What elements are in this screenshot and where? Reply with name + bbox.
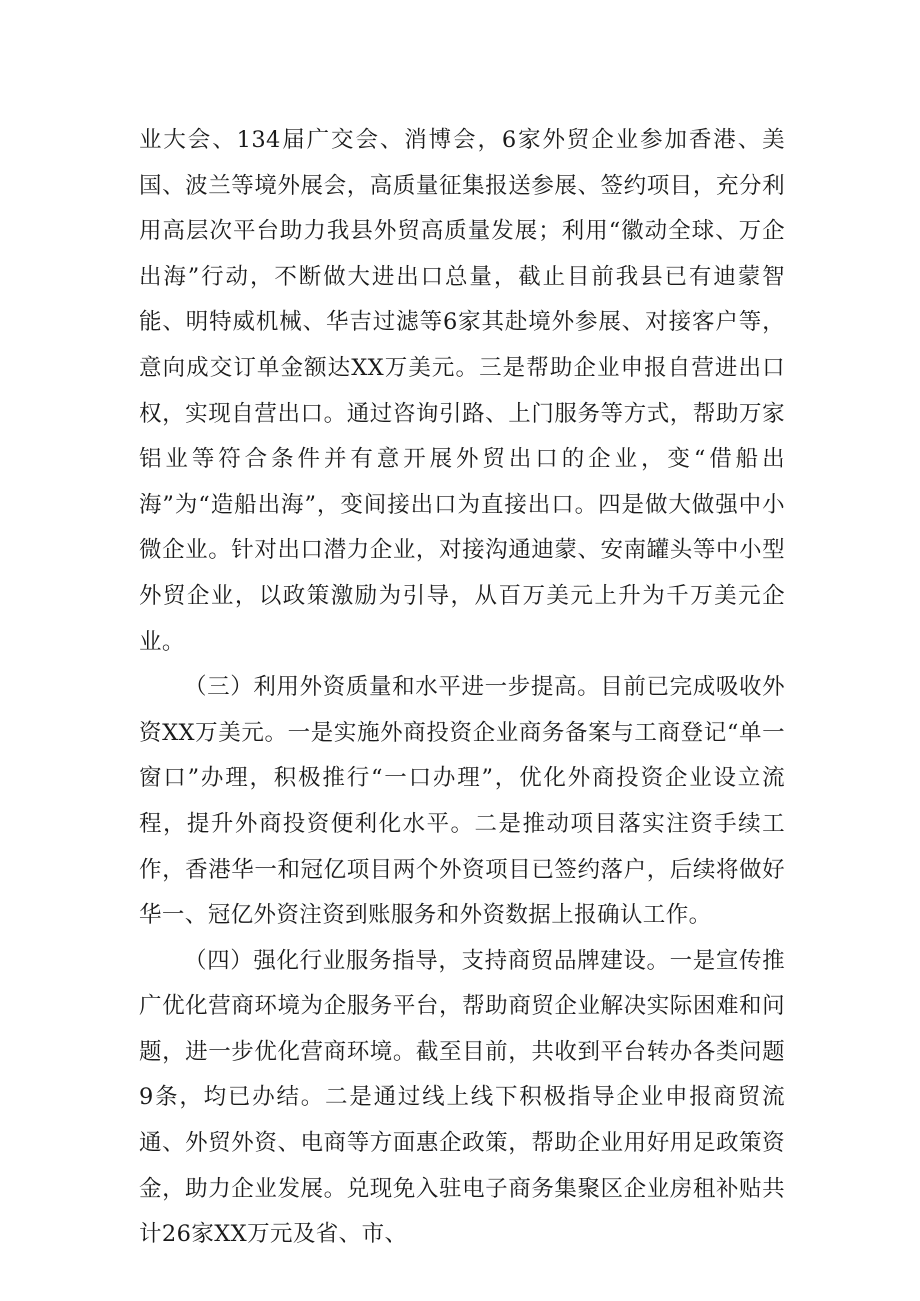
paragraph-industry-service: （四）强化行业服务指导，支持商贸品牌建设。一是宣传推广优化营商环境为企服务平台，帮助商贸企业解决实际困难和问题，进一步优化营商环境。截至目前，共收到平台转办各类问题9条，均已办结。二是通过线上线下积极指导企业申报商贸流通、外贸外资、电商等方面惠企政策，帮助企业用好用足政策资金，助力企业发展。兑现免入驻电子商务集聚区企业房租补贴共计26家XX万元及省、市、 — [139, 947, 785, 1248]
paragraph-trade-promotion: 业大会、134届广交会、消博会，6家外贸企业参加香港、美国、波兰等境外展会，高质量征集报送参展、签约项目，充分利用高层次平台助力我县外贸高质量发展；利用“徽动全球、万企出海”行动，不断做大进出口总量，截止目前我县已有迪蒙智能、明特威机械、华吉过滤等6家其赴境外参展、对接客户等，意向成交订单金额达XX万美元。三是帮助企业申报自营进出口权，实现自营出口。通过咨询引路、上门服务等方式，帮助万家铝业等符合条件并有意开展外贸出口的企业，变“借船出海”为“造船出海”，变间接出口为直接出口。四是做大做强中小微企业。针对出口潜力企业，对接沟通迪蒙、安南罐头等中小型外贸企业，以政策激励为引导，从百万美元上升为千万美元企业。 — [139, 127, 785, 655]
document-body — [139, 118, 785, 1258]
paragraph-foreign-investment: （三）利用外资质量和水平进一步提高。目前已完成吸收外资XX万美元。一是实施外商投资企业商务备案与工商登记“单一窗口”办理，积极推行“一口办理”，优化外商投资企业设立流程，提升外商投资便利化水平。二是推动项目落实注资手续工作，香港华一和冠亿项目两个外资项目已签约落户，后续将做好华一、冠亿外资注资到账服务和外资数据上报确认工作。 — [139, 674, 785, 929]
